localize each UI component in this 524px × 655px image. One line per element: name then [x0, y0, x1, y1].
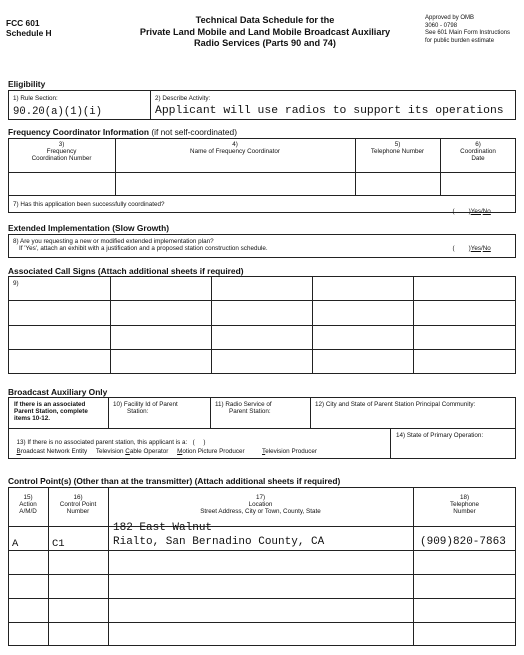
broadcast-heading: Broadcast Auxiliary Only	[8, 387, 108, 397]
q8-paren: ( )	[452, 245, 471, 253]
col16-line-2: Number	[66, 508, 90, 516]
col17-line-2: Street Address, City or Town, County, State	[200, 508, 321, 516]
f13-paren: ( )	[192, 439, 206, 447]
omb-notice	[425, 15, 510, 45]
control-row-1-rule	[8, 550, 516, 551]
omb-line-4: for public burden estimate	[425, 37, 495, 44]
col17-line-1: Location	[248, 501, 273, 509]
freq-row-rule	[8, 195, 516, 196]
f10-line-1: 10) Facility Id of Parent	[113, 401, 178, 408]
opt-c-first: C	[125, 448, 130, 456]
col4-num: 4)	[232, 141, 238, 148]
applicant-type-options	[13, 441, 317, 455]
control-row-3-rule	[8, 598, 516, 599]
control-row-2-rule	[8, 574, 516, 575]
callsign-row-1	[8, 300, 516, 301]
control-telephone-value[interactable]: (909)820-7863	[420, 536, 506, 548]
col6-header	[440, 141, 516, 163]
q8-answer[interactable]: ( )Yes/No	[452, 245, 491, 253]
col5-label: Telephone Number	[370, 148, 425, 156]
opt-t-rest: elevision Producer	[265, 448, 317, 456]
omb-line-3: See 601 Main Form Instructions	[425, 30, 511, 37]
col4-header	[115, 141, 355, 155]
describe-activity-label: 2) Describe Activity:	[155, 95, 211, 102]
callsign-item-label: 9)	[13, 280, 19, 287]
q7-answer[interactable]: ( )Yes/No	[452, 208, 491, 216]
rule-section-label: 1) Rule Section:	[13, 95, 58, 102]
col3-label: Frequency Coordination Number	[31, 148, 92, 163]
f11-line-2: Parent Station:	[229, 408, 271, 416]
title-line-1: Technical Data Schedule for the	[195, 15, 335, 25]
broadcast-row-rule	[8, 428, 516, 429]
control-address-line-2[interactable]: Rialto, San Bernadino County, CA	[113, 536, 325, 548]
opt-b-rest: roadcast Network Entity	[20, 448, 88, 456]
f13-text: 13) If there is no associated parent station, this applicant is a:	[16, 439, 188, 447]
q7-no[interactable]: No	[482, 208, 491, 216]
form-title	[120, 15, 410, 50]
schedule-label: Schedule H	[6, 28, 52, 38]
col18-num: 18)	[459, 494, 470, 501]
facility-id-label	[113, 401, 178, 415]
f11-line-1: 11) Radio Service of	[215, 401, 272, 408]
col6-label: Coordination Date	[460, 148, 496, 163]
control-address-line-1[interactable]: 182 East Walnut	[113, 522, 213, 534]
control-row-4-rule	[8, 622, 516, 623]
col5-header	[355, 141, 440, 155]
title-line-2: Private Land Mobile and Land Mobile Broadcast Auxiliary	[139, 26, 391, 37]
opt-m-first: M	[177, 448, 183, 456]
frequency-heading-note: (if not self-coordinated)	[151, 127, 237, 137]
rule-section-value[interactable]: 90.20(a)(1)(i)	[13, 106, 103, 118]
control-action-value[interactable]: A	[12, 538, 19, 550]
extended-heading: Extended Implementation (Slow Growth)	[8, 223, 169, 233]
form-number: FCC 601	[6, 18, 40, 28]
opt-c-pre: Television	[95, 448, 126, 456]
q7-label: 7) Has this application been successfully coordinated?	[13, 201, 165, 208]
col5-num: 5)	[394, 141, 401, 148]
col18-line-2: Number	[453, 508, 476, 516]
assoc-line-3: items 10-12.	[14, 415, 51, 423]
col18-header	[413, 494, 516, 516]
radio-service-label	[215, 401, 272, 415]
col18-line-1: Telephone	[449, 501, 480, 509]
associated-parent-note	[14, 401, 88, 423]
city-state-label: 12) City and State of Parent Station Principal Community:	[315, 401, 476, 408]
opt-b-first: B	[16, 448, 21, 456]
eligibility-heading: Eligibility	[8, 79, 46, 89]
broadcast-col-2	[210, 397, 211, 428]
broadcast-col-1	[108, 397, 109, 428]
title-line-3: Radio Services (Parts 90 and 74)	[194, 38, 336, 48]
assoc-line-1: If there is an associated	[14, 401, 86, 408]
control-heading: Control Point(s) (Other than at the transmitter) (Attach additional sheets if required)	[8, 476, 341, 486]
q8-line-2: If 'Yes', attach an exhibit with a justification and a proposed station construction schedule.	[19, 245, 268, 253]
col15-num: 15)	[23, 494, 33, 501]
option-broadcast-network[interactable]	[17, 448, 88, 455]
col15-line-2: A/M/D	[19, 508, 37, 516]
opt-c-rest: able Operator	[129, 448, 169, 456]
col15-line-1: Action	[19, 501, 37, 509]
f10-line-2: Station:	[127, 408, 149, 416]
broadcast-col-4	[390, 428, 391, 459]
col15-header	[8, 494, 48, 516]
freq-header-rule	[8, 172, 516, 173]
opt-t-first: T	[262, 448, 266, 456]
option-cable-operator[interactable]	[96, 448, 168, 455]
frequency-heading	[8, 127, 237, 137]
omb-line-2: 3060 - 0798	[425, 22, 458, 29]
describe-activity-value[interactable]: Applicant will use radios to support its operations	[155, 105, 504, 117]
q7-paren: ( )	[452, 208, 471, 216]
option-tv-producer[interactable]	[262, 448, 317, 455]
col16-header	[48, 494, 108, 516]
callsign-row-2	[8, 325, 516, 326]
col16-num: 16)	[73, 494, 83, 501]
col3-num: 3)	[58, 141, 65, 148]
control-point-number-value[interactable]: C1	[52, 538, 65, 550]
broadcast-col-3	[310, 397, 311, 428]
callsigns-heading: Associated Call Signs (Attach additional sheets if required)	[8, 266, 244, 276]
q7-yes[interactable]: Yes	[470, 208, 481, 216]
opt-m-rest: otion Picture Producer	[182, 448, 245, 456]
eligibility-divider	[150, 90, 151, 120]
state-primary-label: 14) State of Primary Operation:	[396, 432, 484, 439]
q8-yes[interactable]: Yes	[470, 245, 481, 253]
assoc-line-2: Parent Station, complete	[14, 408, 88, 416]
frequency-heading-text: Frequency Coordinator Information	[8, 127, 149, 137]
q8-line-1: 8) Are you requesting a new or modified extended implementation plan?	[13, 238, 214, 245]
omb-line-1: Approved by OMB	[425, 15, 475, 21]
col4-label: Name of Frequency Coordinator	[190, 148, 280, 156]
col17-header	[108, 494, 413, 516]
q8-no[interactable]: No	[482, 245, 491, 253]
col6-num: 6)	[475, 141, 481, 148]
col16-line-1: Control Point	[59, 501, 97, 509]
q8-text	[13, 238, 268, 252]
option-motion-picture[interactable]	[177, 448, 245, 455]
control-header-rule	[8, 526, 516, 527]
col3-header	[8, 141, 115, 163]
callsign-row-3	[8, 349, 516, 350]
col17-num: 17)	[255, 494, 266, 501]
